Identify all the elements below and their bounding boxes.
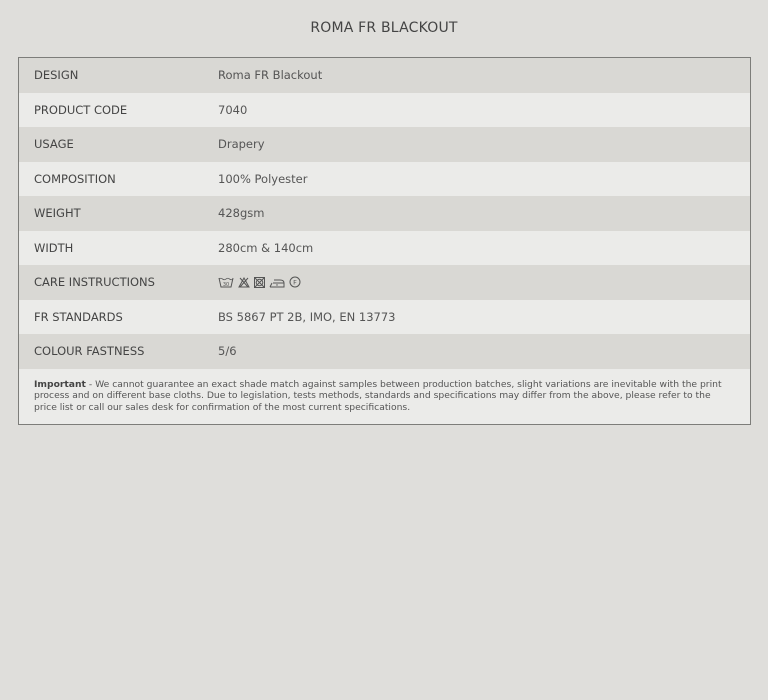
table-row-composition (19, 162, 750, 197)
table-row-fr-standards (19, 300, 750, 335)
care-icons (218, 276, 301, 288)
svg-text:F: F (293, 278, 297, 287)
table-row-usage (19, 127, 750, 162)
page-title: ROMA FR BLACKOUT (310, 20, 458, 36)
dry-clean-f-icon (289, 276, 301, 288)
row-label: COMPOSITION (34, 171, 116, 186)
row-value: 7040 (218, 102, 248, 117)
table-row-design (19, 58, 750, 93)
iron-low-icon (269, 277, 285, 288)
row-label: WIDTH (34, 240, 74, 255)
row-label: FR STANDARDS (34, 309, 123, 324)
do-not-tumble-dry-icon (254, 277, 265, 288)
row-label: DESIGN (34, 68, 79, 83)
do-not-bleach-icon (238, 277, 250, 288)
note-text: - We cannot guarantee an exact shade match against samples between production batches, slight variations are inevitable with the print process and on different base cloths. Due to legislation, tests methods, standards and specifications may differ from the above, please refer to the price list or call our sales desk for confirmation of the most current specifications. (34, 378, 722, 413)
wash-30-icon (218, 277, 234, 288)
specification-table (18, 57, 751, 425)
row-label: WEIGHT (34, 206, 81, 221)
table-row-colour-fastness (19, 334, 750, 369)
row-value: Roma FR Blackout (218, 68, 323, 83)
row-value: BS 5867 PT 2B, IMO, EN 13773 (218, 309, 396, 324)
row-label: USAGE (34, 137, 74, 152)
row-value: Drapery (218, 137, 265, 152)
row-value: 280cm & 140cm (218, 240, 314, 255)
important-note (19, 369, 750, 425)
row-value: 100% Polyester (218, 171, 308, 186)
table-row-width (19, 231, 750, 266)
table-row-weight (19, 196, 750, 231)
row-value: 428gsm (218, 206, 265, 221)
table-row-product-code (19, 93, 750, 128)
row-label: COLOUR FASTNESS (34, 344, 145, 359)
table-row-care-instructions (19, 265, 750, 300)
svg-text:30: 30 (222, 281, 230, 288)
row-label: PRODUCT CODE (34, 102, 128, 117)
note-heading: Important (34, 378, 86, 390)
row-value: 5/6 (218, 344, 237, 359)
row-label: CARE INSTRUCTIONS (34, 275, 155, 290)
